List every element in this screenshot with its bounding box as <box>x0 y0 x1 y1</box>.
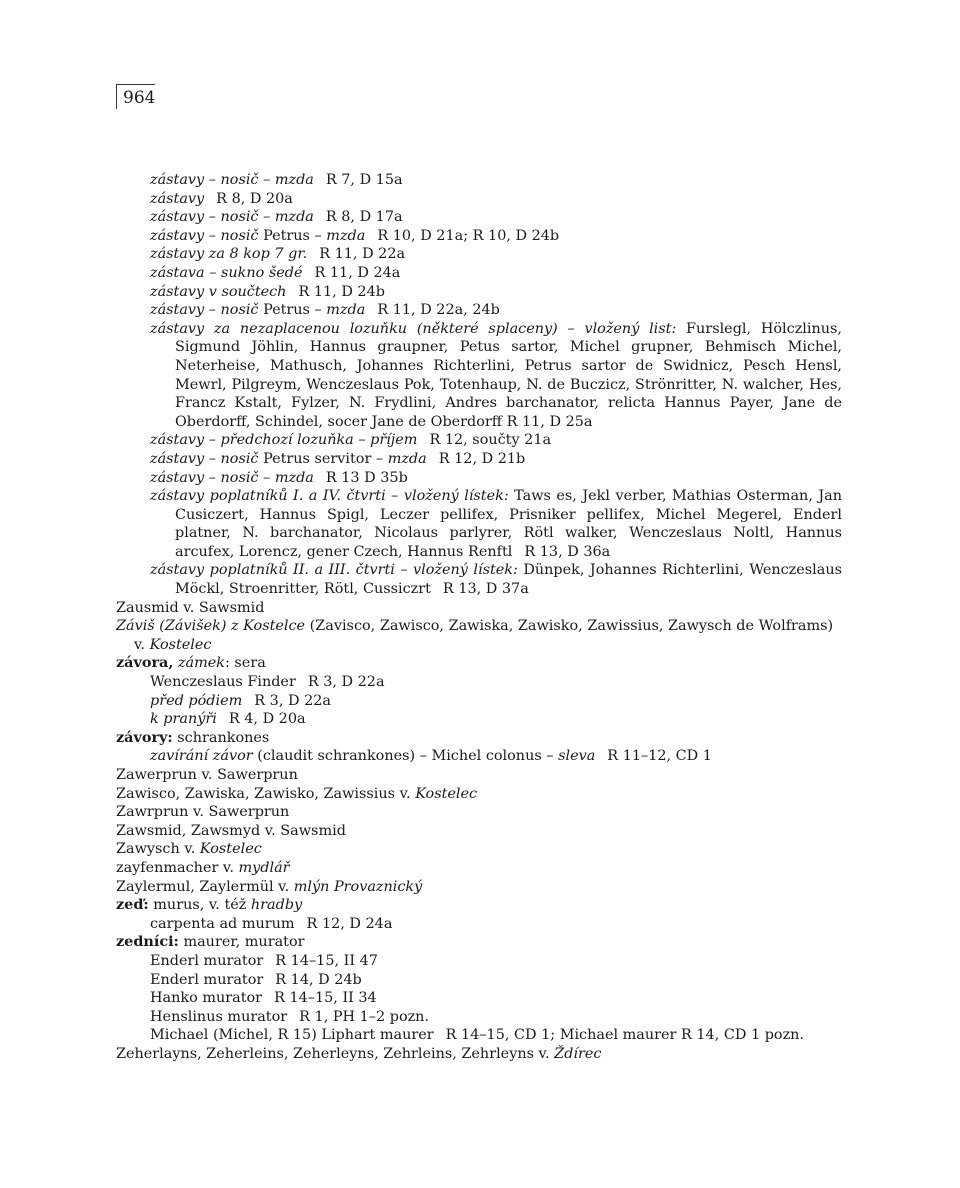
index-subentry <box>150 971 842 990</box>
entry-text: Zaylermul, Zaylermül v. <box>116 878 294 895</box>
source-reference: R 12, součty 21a <box>429 432 552 449</box>
index-entry <box>116 859 842 878</box>
italic-term: hradby <box>250 897 303 914</box>
index-entry <box>116 766 842 785</box>
italic-term: zavírání závor <box>150 748 253 765</box>
index-entry <box>116 933 842 952</box>
index-subentry <box>150 1026 842 1045</box>
index-subentry <box>150 469 842 488</box>
index-subentry <box>150 710 842 729</box>
italic-term: zástavy – nosič <box>150 227 259 244</box>
entry-text: Petrus servitor – <box>258 450 388 467</box>
index-subentry <box>150 320 842 432</box>
entry-text: Zeherlayns, Zeherleins, Zeherleyns, Zehrleins, Zehrleyns v. <box>116 1045 555 1062</box>
entry-text: murus, v. též <box>148 897 251 914</box>
italic-term: zástavy v součtech <box>150 283 287 300</box>
entry-headword: závory: <box>116 728 173 746</box>
entry-text: : sera <box>225 655 266 672</box>
source-reference: R 3, D 22a <box>254 692 331 709</box>
index-entry <box>116 878 842 897</box>
entry-text: Taws es, Jekl verber, Mathias Osterman, Jan Cusiczert, Hannus Spigl, Leczer pellifex, Prisniker pellifex, Michel Megerel, Enderl platner, N. barchanator, Nicolaus parlyrer, Rötl walker, Wenczeslaus Noltl, Hannus arcufex, Lorencz, gener Czech, Hannus Renftl <box>175 488 842 560</box>
entry-text: Zawerprun v. Sawerprun <box>116 767 298 783</box>
index-subentry <box>150 227 842 246</box>
index-entry <box>116 1045 842 1064</box>
italic-term: zástavy poplatníků II. a III. čtvrti – vložený lístek: <box>150 562 518 579</box>
source-reference: R 11, D 22a, 24b <box>377 302 500 319</box>
index-subentry <box>150 989 842 1008</box>
italic-term: zástavy <box>150 190 205 207</box>
entry-text: Enderl murator <box>150 952 264 969</box>
source-reference: R 13, D 37a <box>442 581 529 598</box>
entry-headword: zeď: <box>116 896 149 914</box>
index-subentry <box>150 561 842 598</box>
source-reference: R 11, D 24b <box>298 283 385 300</box>
index-subentry <box>150 673 842 692</box>
entry-text: Furslegl, Hölczlinus, Sigmund Jöhlin, Hannus graupner, Petus sartor, Michel grupner, Behmisch Michel, Neterheise, Mathusch, Johannes Richterlini, Petrus sartor de Swidnicz, Pesch Hensl, Mewrl, Pilgreym, Wenczeslaus Pok, Totenhaup, N. de Buczicz, Strönritter, N. walcher, Hes, Francz Kstalt, Fylzer, N. Frydlini, Andres barchanator, relicta Hannus Payer, Jane de Oberdorff, Schindel, socer Jane de Oberdorff <box>175 320 842 430</box>
source-reference: R 11–12, CD 1 <box>607 748 712 765</box>
entry-text: Zawysch v. <box>116 841 200 858</box>
italic-term: zástavy – nosič – mzda <box>150 469 314 486</box>
entry-text: Michael (Michel, R 15) Liphart maurer <box>150 1027 434 1044</box>
index-subentry <box>150 283 842 302</box>
index-subentry <box>150 450 842 469</box>
italic-term: mzda <box>326 302 366 319</box>
entry-text: Zawisco, Zawiska, Zawisko, Zawissius v. <box>116 785 416 802</box>
index-subentry <box>150 190 842 209</box>
italic-term: před pódiem <box>150 692 243 709</box>
entry-headword: závora, <box>116 654 174 672</box>
italic-term: sleva <box>558 748 596 765</box>
index-entry <box>116 599 842 618</box>
entry-headword: zedníci: <box>116 933 179 951</box>
entry-text: (Zavisco, Zawisco, Zawiska, Zawisko, Zawissius, Zawysch de Wolframs) v. <box>134 618 834 653</box>
source-reference: R 13 D 35b <box>325 469 408 486</box>
source-reference: R 14, D 24b <box>275 971 362 988</box>
index-subentry <box>150 915 842 934</box>
index-subentry <box>150 171 842 190</box>
index-subentry <box>150 692 842 711</box>
source-reference: R 8, D 17a <box>325 209 403 226</box>
page-number: 964 <box>116 84 155 109</box>
source-reference: R 3, D 22a <box>307 674 385 691</box>
index-entry <box>116 840 842 859</box>
italic-term: Kostelec <box>199 841 262 858</box>
italic-term: Ždírec <box>554 1045 602 1062</box>
entry-text: Hanko murator <box>150 990 263 1007</box>
entry-text: Henslinus murator <box>150 1008 288 1025</box>
italic-term: zástavy – předchozí lozuňka – příjem <box>150 432 418 449</box>
source-reference: R 10, D 21a; R 10, D 24b <box>377 227 560 244</box>
source-reference: R 11, D 24a <box>314 264 401 281</box>
index-entry <box>116 896 842 915</box>
italic-term: mzda <box>326 227 366 244</box>
italic-term: mlýn Provaznický <box>293 878 423 895</box>
index-entry <box>116 803 842 822</box>
source-reference: R 13, D 36a <box>524 543 611 560</box>
italic-term: zástava – sukno šedé <box>150 264 303 281</box>
source-reference: R 4, D 20a <box>228 711 306 728</box>
index-entry <box>116 617 842 654</box>
italic-term: zámek <box>177 655 225 672</box>
italic-term: zástavy – nosič – mzda <box>150 172 314 188</box>
source-reference: R 8, D 20a <box>216 190 293 207</box>
italic-term: mydlář <box>238 859 290 876</box>
index-subentry <box>150 1008 842 1027</box>
entry-text: (claudit schrankones) – Michel colonus – <box>252 748 559 765</box>
source-reference: R 1, PH 1–2 pozn. <box>299 1008 430 1025</box>
italic-term: zástavy – nosič <box>150 450 259 467</box>
entry-text: maurer, murator <box>178 934 305 951</box>
index-subentry <box>150 431 842 450</box>
entry-text: Zawrprun v. Sawerprun <box>116 804 290 821</box>
index-subentry <box>150 264 842 283</box>
index-entry <box>116 822 842 841</box>
italic-term: Kostelec <box>415 785 478 802</box>
index-subentry <box>150 245 842 264</box>
index-content <box>116 171 842 1064</box>
source-reference: R 11, D 22a <box>319 246 406 263</box>
italic-term: mzda <box>387 450 427 467</box>
entry-text: zayfenmacher v. <box>116 859 239 876</box>
index-subentry <box>150 747 842 766</box>
entry-text: carpenta ad murum <box>150 915 295 932</box>
italic-term: zástavy za 8 kop 7 gr. <box>150 246 308 263</box>
source-reference: R 14–15, CD 1; Michael maurer R 14, CD 1 pozn. <box>445 1027 805 1044</box>
italic-term: zástavy poplatníků I. a IV. čtvrti – vložený lístek: <box>150 488 509 505</box>
entry-text: Zawsmid, Zawsmyd v. Sawsmid <box>116 822 346 839</box>
index-subentry <box>150 487 842 561</box>
entry-text: Dünpek, Johannes Richterlini, Wenczeslaus Möckl, Stroenritter, Rötl, Cussiczrt <box>175 562 842 598</box>
entry-text: schrankones <box>172 729 270 746</box>
source-reference: R 14–15, II 47 <box>275 952 378 969</box>
entry-text: Petrus – <box>258 227 327 244</box>
italic-term: Záviš (Závišek) z Kostelce <box>116 618 306 635</box>
italic-term: zástavy za nezaplacenou lozuňku (některé splaceny) – vložený list: <box>150 320 677 337</box>
index-entry <box>116 785 842 804</box>
italic-term: zástavy – nosič <box>150 302 259 319</box>
index-subentry <box>150 301 842 320</box>
index-subentry <box>150 208 842 227</box>
entry-text: Petrus – <box>258 302 327 319</box>
index-entry <box>116 729 842 748</box>
source-reference: R 12, D 24a <box>306 915 393 932</box>
source-reference: R 11, D 25a <box>506 413 593 430</box>
source-reference: R 14–15, II 34 <box>274 990 377 1007</box>
entry-text: Wenczeslaus Finder <box>150 674 296 691</box>
italic-term: Kostelec <box>149 636 212 653</box>
entry-text: Zausmid v. Sawsmid <box>116 599 265 616</box>
index-entry <box>116 654 842 673</box>
source-reference: R 7, D 15a <box>325 172 403 188</box>
source-reference: R 12, D 21b <box>438 450 526 467</box>
italic-term: k pranýři <box>150 711 217 728</box>
index-subentry <box>150 952 842 971</box>
italic-term: zástavy – nosič – mzda <box>150 209 314 226</box>
entry-text: Enderl murator <box>150 971 264 988</box>
